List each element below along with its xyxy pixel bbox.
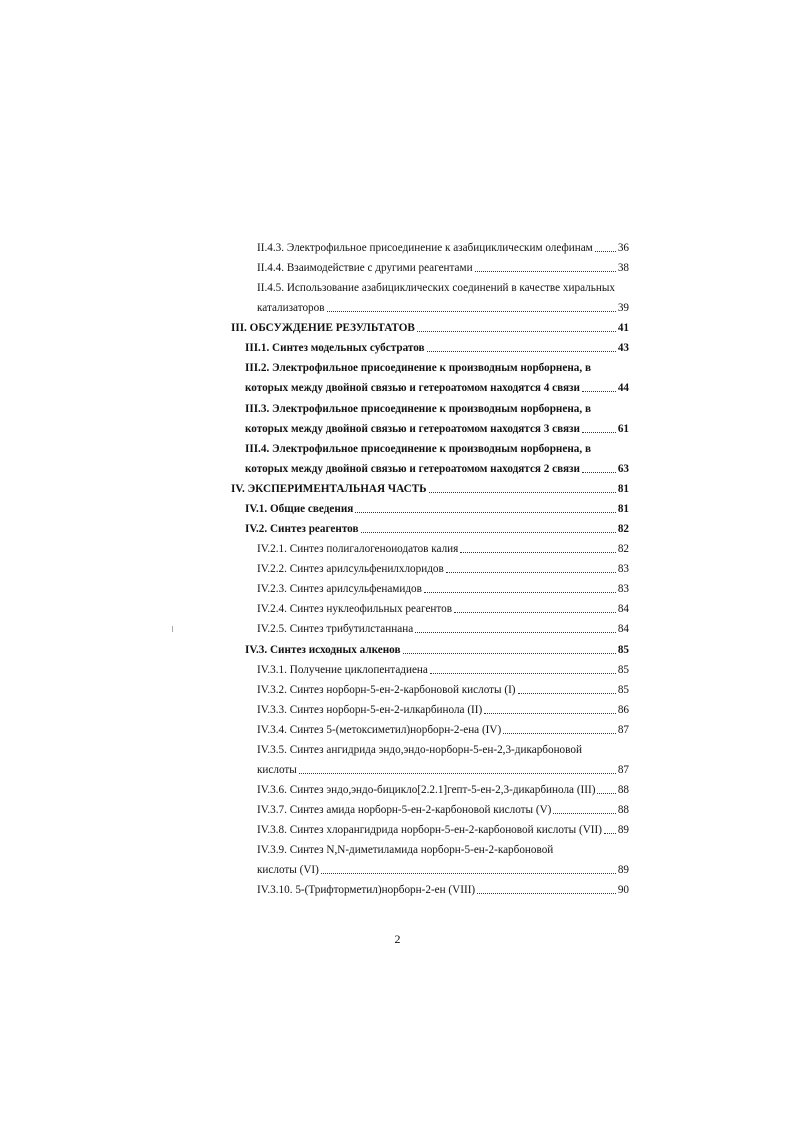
toc-entry xyxy=(231,683,629,697)
leader-dots xyxy=(424,592,616,593)
leader-dots xyxy=(582,391,616,392)
toc-entry-title: IV.3. Синтез исходных алкенов xyxy=(245,643,401,656)
toc-entry-page: 90 xyxy=(617,884,629,897)
leader-dots xyxy=(477,893,616,894)
toc-entry-page: 84 xyxy=(617,603,629,616)
toc-entry xyxy=(231,402,629,436)
toc-entry xyxy=(231,582,629,596)
toc-entry xyxy=(231,622,629,636)
toc-entry xyxy=(231,341,629,355)
toc-entry xyxy=(231,562,629,576)
toc-entry-title: кислоты (VI) xyxy=(257,864,319,877)
toc-entry xyxy=(231,542,629,556)
toc-entry-page: 89 xyxy=(617,824,629,837)
toc-entry-title: которых между двойной связью и гетероатомом находятся 4 связи xyxy=(245,382,580,395)
toc-entry-title: IV.2.3. Синтез арилсульфенамидов xyxy=(257,583,422,596)
leader-dots xyxy=(582,472,616,473)
leader-dots xyxy=(429,492,616,493)
toc-entry-page: 88 xyxy=(617,784,629,797)
toc-entry xyxy=(231,321,629,335)
toc-entry-title: IV.2.4. Синтез нуклеофильных реагентов xyxy=(257,603,453,616)
leader-dots xyxy=(299,773,616,774)
toc-entry-page: 84 xyxy=(617,623,629,636)
leader-dots xyxy=(460,552,616,553)
toc-entry-title: IV.3.10. 5-(Трифторметил)норборн-2-ен (VIII) xyxy=(257,884,476,897)
leader-dots xyxy=(484,713,616,714)
toc-entry xyxy=(231,261,629,275)
toc-entry-page: 86 xyxy=(617,703,629,716)
leader-dots xyxy=(454,612,616,613)
toc-entry-title: IV.2. Синтез реагентов xyxy=(245,522,359,535)
toc-entry-title: IV.3.7. Синтез амида норборн-5-ен-2-карбоновой кислоты (V) xyxy=(257,804,552,817)
toc-entry-page: 44 xyxy=(617,382,629,395)
leader-dots xyxy=(427,351,616,352)
toc-entry xyxy=(231,663,629,677)
table-of-contents xyxy=(231,241,629,904)
leader-dots xyxy=(503,733,616,734)
leader-dots xyxy=(321,873,616,874)
scan-mark xyxy=(172,626,173,632)
toc-entry-page: 89 xyxy=(617,864,629,877)
toc-entry-title: IV.3.6. Синтез эндо,эндо-бицикло[2.2.1]гепт-5-ен-2,3-дикарбинола (III) xyxy=(257,784,596,797)
toc-entry-title: которых между двойной связью и гетероатомом находятся 3 связи xyxy=(245,422,580,435)
leader-dots xyxy=(355,512,615,513)
toc-entry-page: 43 xyxy=(617,342,629,355)
leader-dots xyxy=(327,311,616,312)
toc-entry-heading: IV.3.9. Синтез N,N-диметиламида норборн-5-ен-2-карбоновой xyxy=(257,844,554,857)
toc-entry xyxy=(231,703,629,717)
toc-entry-title: IV.3.1. Получение циклопентадиена xyxy=(257,663,428,676)
toc-entry xyxy=(231,723,629,737)
toc-entry-page: 87 xyxy=(617,763,629,776)
leader-dots xyxy=(553,813,615,814)
toc-entry-page: 87 xyxy=(617,723,629,736)
toc-entry-page: 41 xyxy=(617,322,629,335)
toc-entry xyxy=(231,783,629,797)
page-number: 2 xyxy=(394,932,401,946)
toc-entry-heading: II.4.5. Использование азабициклических соединений в качестве хиральных xyxy=(257,282,615,295)
toc-entry-page: 82 xyxy=(617,522,629,535)
toc-entry-title: IV.3.3. Синтез норборн-5-ен-2-илкарбинола (II) xyxy=(257,703,483,716)
toc-entry xyxy=(231,843,629,877)
leader-dots xyxy=(417,331,616,332)
toc-entry-title: IV.2.5. Синтез трибутилстаннана xyxy=(257,623,414,636)
toc-entry xyxy=(231,643,629,657)
toc-entry-title: кислоты xyxy=(257,763,297,776)
toc-entry-title: IV.3.8. Синтез хлорангидрида норборн-5-ен-2-карбоновой кислоты (VII) xyxy=(257,824,602,837)
leader-dots xyxy=(595,251,616,252)
leader-dots xyxy=(604,833,616,834)
leader-dots xyxy=(430,673,616,674)
toc-entry-title: IV. ЭКСПЕРИМЕНТАЛЬНАЯ ЧАСТЬ xyxy=(231,482,427,495)
toc-entry-title: IV.3.4. Синтез 5-(метоксиметил)норборн-2-ена (IV) xyxy=(257,723,502,736)
toc-entry xyxy=(231,482,629,496)
toc-entry-title: II.4.3. Электрофильное присоединение к азабициклическим олефинам xyxy=(257,242,593,254)
toc-entry-title: IV.1. Общие сведения xyxy=(245,502,354,515)
leader-dots xyxy=(415,632,616,633)
toc-entry-page: 83 xyxy=(617,583,629,596)
toc-entry xyxy=(231,883,629,897)
toc-entry-heading: IV.3.5. Синтез ангидрида эндо,эндо-норборн-5-ен-2,3-дикарбоновой xyxy=(257,743,582,756)
leader-dots xyxy=(597,793,615,794)
toc-entry xyxy=(231,361,629,395)
toc-entry-title: IV.2.2. Синтез арилсульфенилхлоридов xyxy=(257,563,444,576)
toc-entry-title: III.1. Синтез модельных субстратов xyxy=(245,342,425,355)
leader-dots xyxy=(582,432,616,433)
toc-entry-page: 88 xyxy=(617,804,629,817)
toc-entry-heading: III.2. Электрофильное присоединение к производным норборнена, в xyxy=(245,362,592,375)
toc-entry-title: которых между двойной связью и гетероатомом находятся 2 связи xyxy=(245,462,580,475)
toc-entry xyxy=(231,803,629,817)
toc-entry-page: 63 xyxy=(617,462,629,475)
toc-entry xyxy=(231,241,629,255)
toc-entry-page: 38 xyxy=(617,262,629,275)
leader-dots xyxy=(518,693,616,694)
toc-entry xyxy=(231,823,629,837)
toc-entry xyxy=(231,602,629,616)
leader-dots xyxy=(446,572,616,573)
toc-entry-heading: III.4. Электрофильное присоединение к производным норборнена, в xyxy=(245,442,592,455)
toc-entry-page: 39 xyxy=(617,302,629,315)
toc-entry-title: III. ОБСУЖДЕНИЕ РЕЗУЛЬТАТОВ xyxy=(231,322,415,335)
toc-entry xyxy=(231,522,629,536)
toc-entry-title: IV.3.2. Синтез норборн-5-ен-2-карбоновой кислоты (I) xyxy=(257,683,516,696)
toc-entry-title: IV.2.1. Синтез полигалогеноиодатов калия xyxy=(257,543,459,556)
toc-entry-page: 85 xyxy=(617,663,629,676)
leader-dots xyxy=(361,532,616,533)
toc-entry-heading: III.3. Электрофильное присоединение к производным норборнена, в xyxy=(245,402,592,415)
toc-entry-page: 85 xyxy=(617,643,629,656)
toc-entry xyxy=(231,281,629,315)
toc-entry xyxy=(231,442,629,476)
toc-entry-page: 81 xyxy=(617,502,629,515)
toc-entry-page: 61 xyxy=(617,422,629,435)
toc-entry-title: катализаторов xyxy=(257,302,325,315)
toc-entry-title: II.4.4. Взаимодействие с другими реагентами xyxy=(257,262,473,275)
toc-entry xyxy=(231,502,629,516)
toc-entry-page: 36 xyxy=(617,242,629,254)
toc-entry xyxy=(231,743,629,777)
toc-entry-page: 83 xyxy=(617,563,629,576)
leader-dots xyxy=(403,653,616,654)
leader-dots xyxy=(475,271,616,272)
toc-entry-page: 82 xyxy=(617,543,629,556)
toc-entry-page: 85 xyxy=(617,683,629,696)
toc-entry-page: 81 xyxy=(617,482,629,495)
